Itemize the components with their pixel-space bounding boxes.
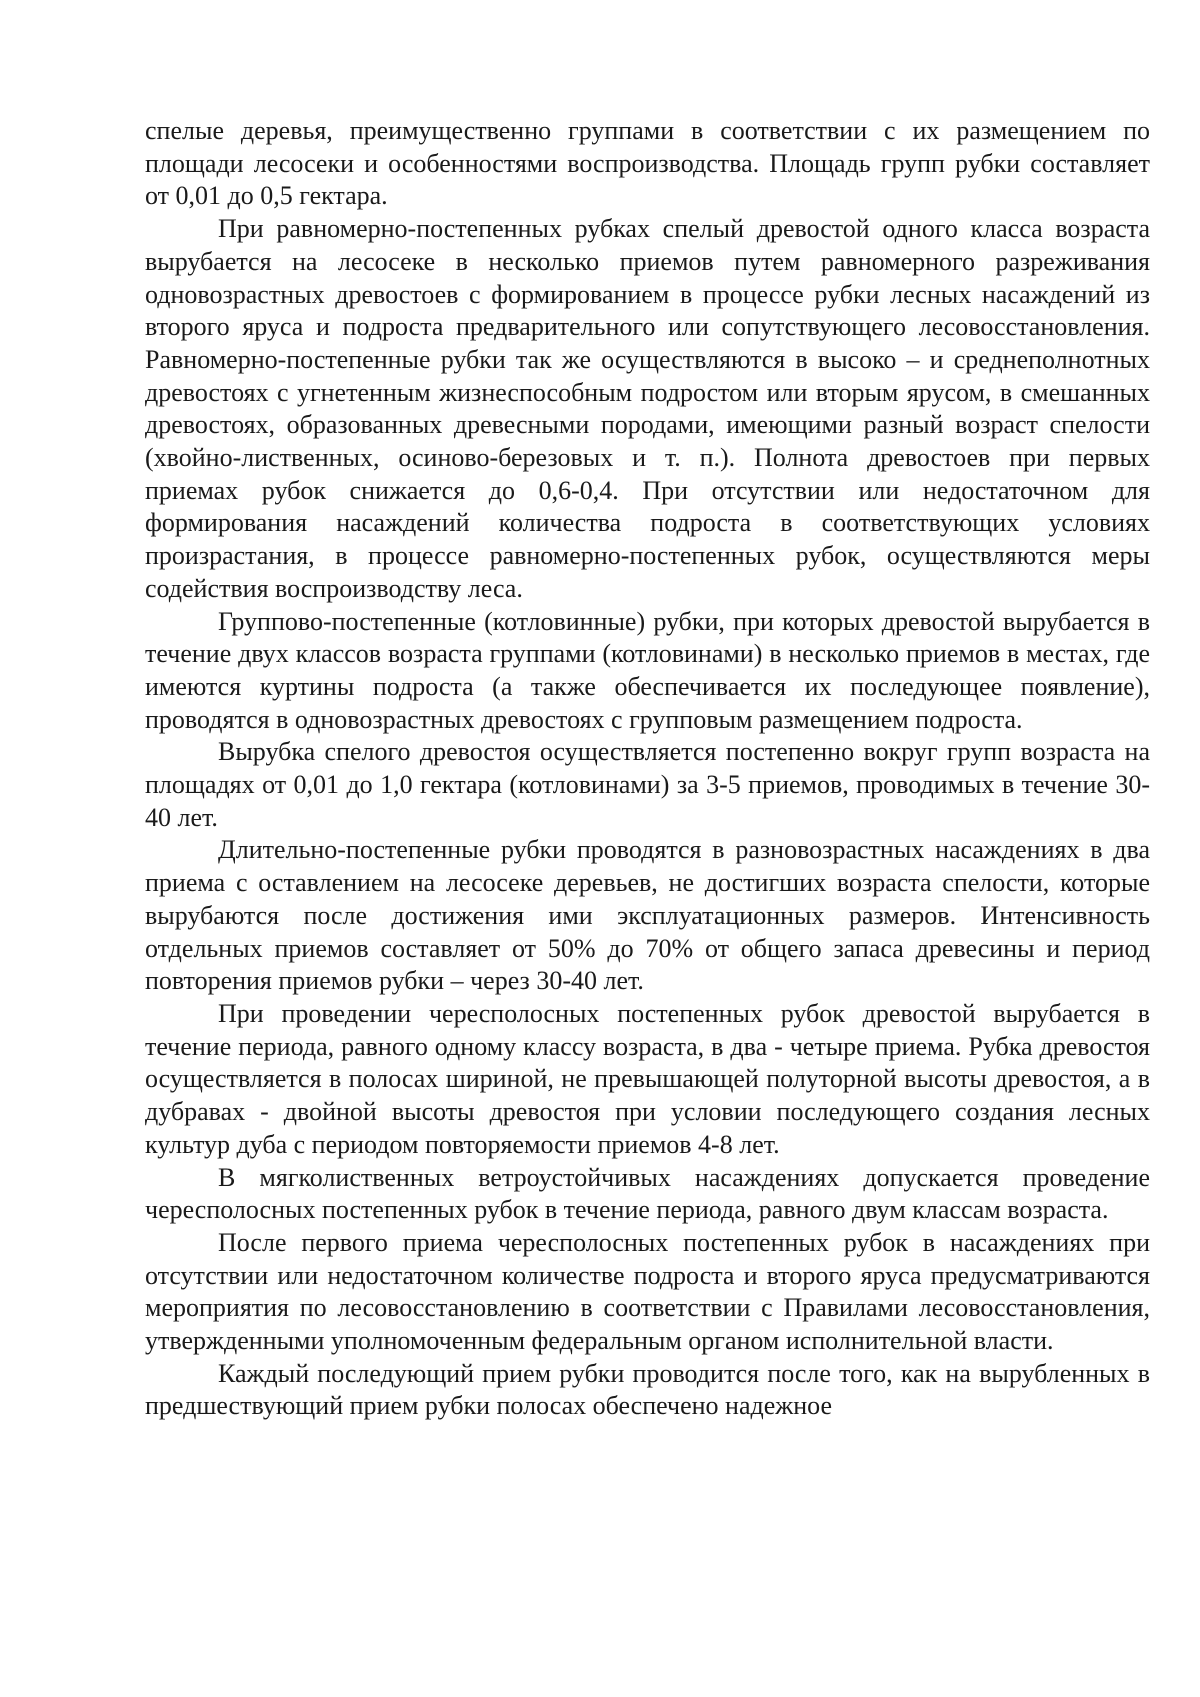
paragraph-4: Вырубка спелого древостоя осуществляется постепенно вокруг групп возраста на площадях от 0,01 до 1,0 гектара (котловинами) за 3-5 приемов, проводимых в течение 30-40 лет.: [145, 737, 1150, 832]
paragraph-3: Группово-постепенные (котловинные) рубки, при которых древостой вырубается в течение двух классов возраста группами (котловинами) в несколько приемов в местах, где имеются куртины подроста (а также обеспечивается их последующее появление), проводятся в одновозрастных древостоях с групповым размещением подроста.: [145, 606, 1150, 734]
paragraph-8: После первого приема чересполосных постепенных рубок в насаждениях при отсутствии или недостаточном количестве подроста и второго яруса предусматриваются мероприятия по лесовосстановлению в соответствии с Правилами лесовосстановления, утвержденными уполномоченным федеральным органом исполнительной власти.: [145, 1227, 1150, 1356]
paragraph-2: При равномерно-постепенных рубках спелый древостой одного класса возраста вырубается на лесосеке в несколько приемов путем равномерного разреживания одновозрастных древостоев с формированием в процессе рубки лесных насаждений из второго яруса и подроста предварительного или сопутствующего лесовосстановления. Равномерно-постепенные рубки так же осуществляются в высоко – и среднеполнотных древостоях с угнетенным жизнеспособным подростом или вторым ярусом, в смешанных древостоях, образованных древесными породами, имеющими разный возраст спелости (хвойно-лиственных, осиново-березовых и т. п.). Полнота древостоев при первых приемах рубок снижается до 0,6-0,4. При отсутствии или недостаточном для формирования насаждений количества подроста в соответствующих условиях произрастания, в процессе равномерно-постепенных рубок, осуществляются меры содействия воспроизводству леса.: [145, 214, 1150, 603]
paragraph-9: Каждый последующий прием рубки проводится после того, как на вырубленных в предшествующий прием рубки полосах обеспечено надежное: [145, 1358, 1150, 1421]
paragraph-7: В мягколиственных ветроустойчивых насаждениях допускается проведение чересполосных постепенных рубок в течение периода, равного двум классам возраста.: [145, 1162, 1150, 1225]
paragraph-6: При проведении чересполосных постепенных рубок древостой вырубается в течение периода, равного одному классу возраста, в два - четыре приема. Рубка древостоя осуществляется в полосах шириной, не превышающей полуторной высоты древостоя, а в дубравах - двойной высоты древостоя при условии последующего создания лесных культур дуба с периодом повторяемости приемов 4-8 лет.: [145, 998, 1150, 1159]
document-body: [145, 115, 1150, 1423]
paragraph-1: спелые деревья, преимущественно группами в соответствии с их размещением по площади лесосеки и особенностями воспроизводства. Площадь групп рубки составляет от 0,01 до 0,5 гектара.: [145, 116, 1150, 211]
paragraph-5: Длительно-постепенные рубки проводятся в разновозрастных насаждениях в два приема с оставлением на лесосеке деревьев, не достигших возраста спелости, которые вырубаются после достижения ими эксплуатационных размеров. Интенсивность отдельных приемов составляет от 50% до 70% от общего запаса древесины и период повторения приемов рубки – через 30-40 лет.: [145, 835, 1150, 996]
